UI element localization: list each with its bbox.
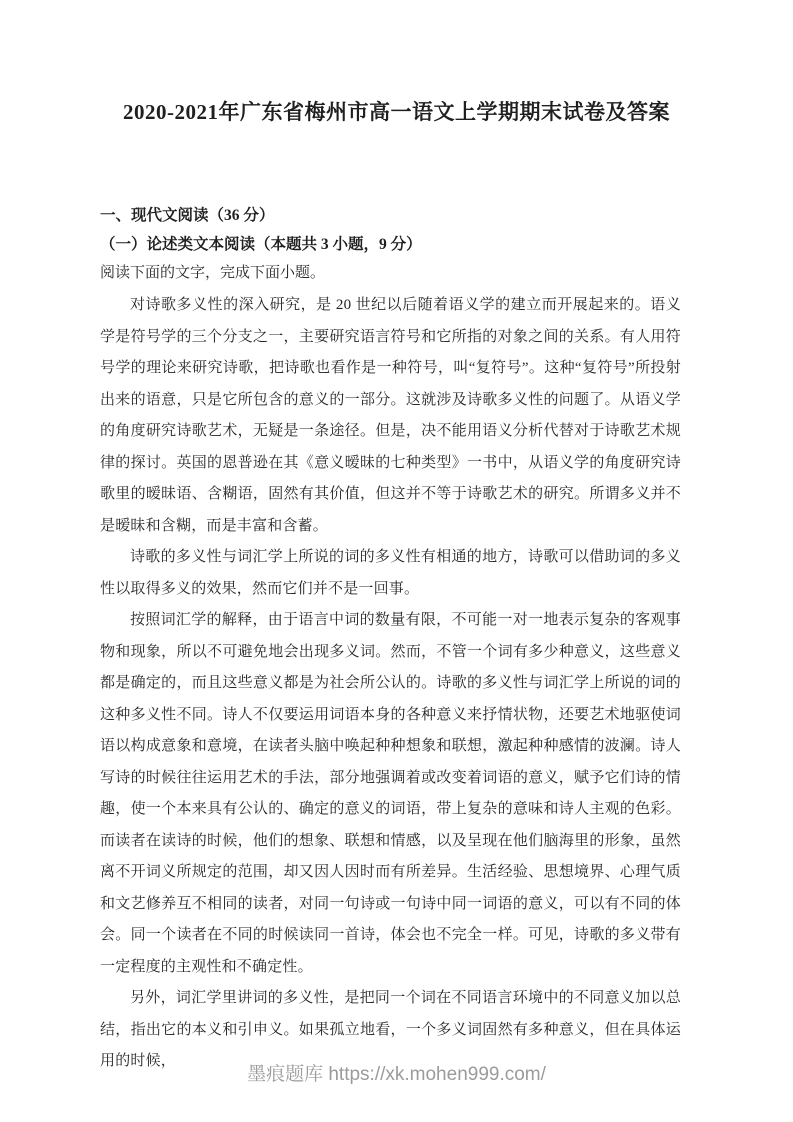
footer-watermark <box>0 1062 793 1088</box>
reading-instruction: 阅读下面的文字，完成下面小题。 <box>100 265 326 281</box>
footer-url-link[interactable]: https://xk.mohen999.com/ <box>328 1064 546 1085</box>
article-paragraph-2: 诗歌的多义性与词汇学上所说的词的多义性有相通的地方，诗歌可以借助词的多义性以取得多义的效果，然而它们并不是一回事。 <box>100 549 681 597</box>
document-title: 2020-2021年广东省梅州市高一语文上学期期末试卷及答案 <box>123 100 670 124</box>
article-paragraph-3: 按照词汇学的解释，由于语言中词的数量有限，不可能一对一地表示复杂的客观事物和现象，所以不可避免地会出现多义词。然而，不管一个词有多少种意义，这些意义都是确定的，而且这些意义都是为社会所公认的。诗歌的多义性与词汇学上所说的词的这种多义性不同。诗人不仅要运用词语本身的各种意义来抒情状物，还要艺术地驱使词语以构成意象和意境，在读者头脑中唤起种种想象和联想，激起种种感情的波澜。诗人写诗的时候往往运用艺术的手法，部分地强调着或改变着词语的意义，赋予它们诗的情趣，使一个本来具有公认的、确定的意义的词语，带上复杂的意味和诗人主观的色彩。而读者在读诗的时候，他们的想象、联想和情感，以及呈现在他们脑海里的形象，虽然离不开词义所规定的范围，却又因人因时而有所差异。生活经验、思想境界、心理气质和文艺修养互不相同的读者，对同一句诗或一句诗中同一词语的意义，可以有不同的体会。同一个读者在不同的时候读同一首诗，体会也不完全一样。可见，诗歌的多义带有一定程度的主观性和不确定性。 <box>100 612 681 975</box>
section-heading-modern-text-reading: 一、现代文阅读（36 分） <box>100 207 275 224</box>
subsection-heading-argumentative-reading: （一）论述类文本阅读（本题共 3 小题，9 分） <box>100 236 422 253</box>
article-paragraph-1: 对诗歌多义性的深入研究，是 20 世纪以后随着语义学的建立而开展起来的。语义学是符号学的三个分支之一，主要研究语言符号和它所指的对象之间的关系。有人用符号学的理论来研究诗歌，把诗歌也看作是一种符号，叫“复符号”。这种“复符号”所投射出来的语意，只是它所包含的意义的一部分。这就涉及诗歌多义性的问题了。从语义学的角度研究诗歌艺术，无疑是一条途径。但是，决不能用语义分析代替对于诗歌艺术规律的探讨。英国的恩普逊在其《意义暧昧的七种类型》一书中，从语义学的角度研究诗歌里的暧昧语、含糊语，固然有其价值，但这并不等于诗歌艺术的研究。所谓多义并不是暧昧和含糊，而是丰富和含蓄。 <box>100 297 681 534</box>
article-paragraph-4: 另外，词汇学里讲词的多义性，是把同一个词在不同语言环境中的不同意义加以总结，指出它的本义和引申义。如果孤立地看，一个多义词固然有多种意义，但在具体运用的时候， <box>100 990 681 1069</box>
footer-site-name: 墨痕题库 <box>247 1064 324 1085</box>
document-body <box>100 201 681 1078</box>
